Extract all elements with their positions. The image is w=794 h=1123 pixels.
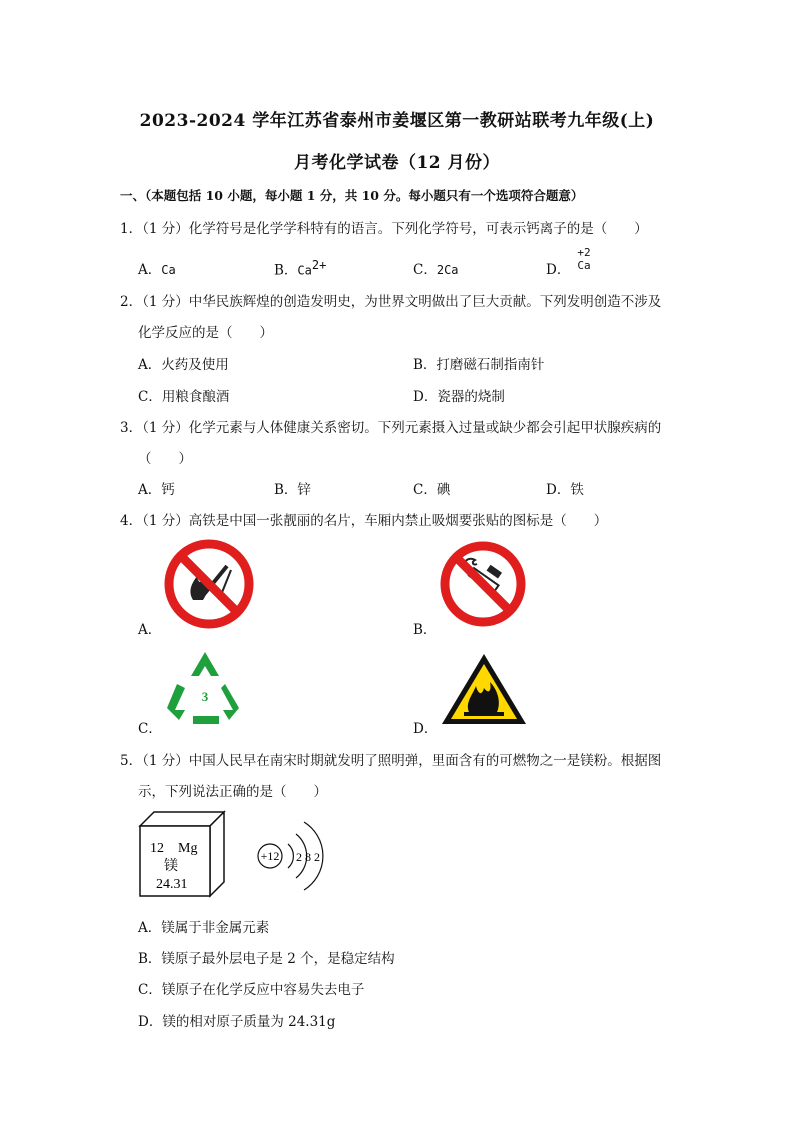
q5-option-a: A．镁属于非金属元素 bbox=[138, 920, 270, 936]
nucleus-charge: +12 bbox=[260, 849, 280, 863]
q3-option-b: B．锌 bbox=[274, 482, 311, 498]
q5-stem-line2: 示，下列说法正确的是（ ） bbox=[138, 784, 327, 800]
q2-stem-line2: 化学反应的是（ ） bbox=[138, 325, 273, 341]
exam-title-line2: 月考化学试卷（12 月份） bbox=[293, 153, 501, 173]
q3-stem-line1: 3．（1 分）化学元素与人体健康关系密切。下列元素摄入过量或缺少都会引起甲状腺疾病的 bbox=[120, 420, 662, 436]
q5-option-d: D．镁的相对原子质量为 24.31g bbox=[138, 1014, 336, 1030]
q3-option-d: D．铁 bbox=[546, 482, 584, 498]
q1-stem: 1．（1 分）化学符号是化学学科特有的语言。下列化学符号，可表示钙离子的是（ ） bbox=[120, 221, 648, 237]
q4-stem: 4．（1 分）高铁是中国一张靓丽的名片，车厢内禁止吸烟要张贴的图标是（ ） bbox=[120, 513, 608, 529]
exam-title-line1: 2023-2024 学年江苏省泰州市姜堰区第一教研站联考九年级(上) bbox=[139, 111, 655, 131]
q3-option-c: C．碘 bbox=[413, 482, 451, 498]
recycle-number: 3 bbox=[201, 689, 209, 704]
q4-option-a-label: A． bbox=[138, 622, 162, 638]
q4-option-b-label: B． bbox=[413, 622, 437, 638]
magnesium-atom-structure-figure bbox=[252, 808, 332, 900]
q2-option-d: D．瓷器的烧制 bbox=[413, 389, 505, 405]
q5-option-b: B．镁原子最外层电子是 2 个，是稳定结构 bbox=[138, 951, 395, 967]
no-open-flame-sign-icon bbox=[163, 538, 255, 630]
cube-element-symbol: Mg bbox=[178, 841, 198, 856]
q2-option-b: B．打磨磁石制指南针 bbox=[413, 357, 545, 373]
section-header: 一、（本题包括 10 小题，每小题 1 分，共 10 分。每小题只有一个选项符合题意） bbox=[120, 188, 584, 203]
periodic-table-cube-figure bbox=[136, 808, 228, 900]
q1-option-c: C．2Ca bbox=[413, 262, 459, 278]
cube-element-name: 镁 bbox=[164, 859, 178, 874]
q1-option-d: D． bbox=[546, 262, 571, 278]
q3-option-a: A．钙 bbox=[138, 482, 175, 498]
q4-option-d-label: D． bbox=[413, 721, 438, 737]
q4-option-c-label: C． bbox=[138, 721, 162, 737]
q3-stem-line2: （ ） bbox=[138, 451, 192, 467]
cube-atomic-number: 12 bbox=[150, 841, 164, 856]
cube-atomic-mass: 24.31 bbox=[156, 877, 188, 892]
q2-option-c: C．用粮食酿酒 bbox=[138, 389, 230, 405]
q1-option-a: A．Ca bbox=[138, 262, 176, 278]
q5-option-c: C．镁原子在化学反应中容易失去电子 bbox=[138, 982, 365, 998]
q2-option-a: A．火药及使用 bbox=[138, 357, 229, 373]
q5-stem-line1: 5．（1 分）中国人民早在南宋时期就发明了照明弹，里面含有的可燃物之一是镁粉。根据图 bbox=[120, 753, 662, 769]
flammable-warning-sign-icon bbox=[440, 652, 528, 726]
q2-stem-line1: 2．（1 分）中华民族辉煌的创造发明史，为世界文明做出了巨大贡献。下列发明创造不涉及 bbox=[120, 294, 662, 310]
no-smoking-sign-icon bbox=[439, 538, 527, 630]
recycle-sign-icon bbox=[163, 646, 247, 726]
q1-option-d-symbol: +2 Ca bbox=[577, 246, 591, 272]
electron-shells: 2 8 2 bbox=[296, 850, 320, 864]
q1-option-b: B．$Ca^{2+}$ bbox=[274, 258, 327, 279]
